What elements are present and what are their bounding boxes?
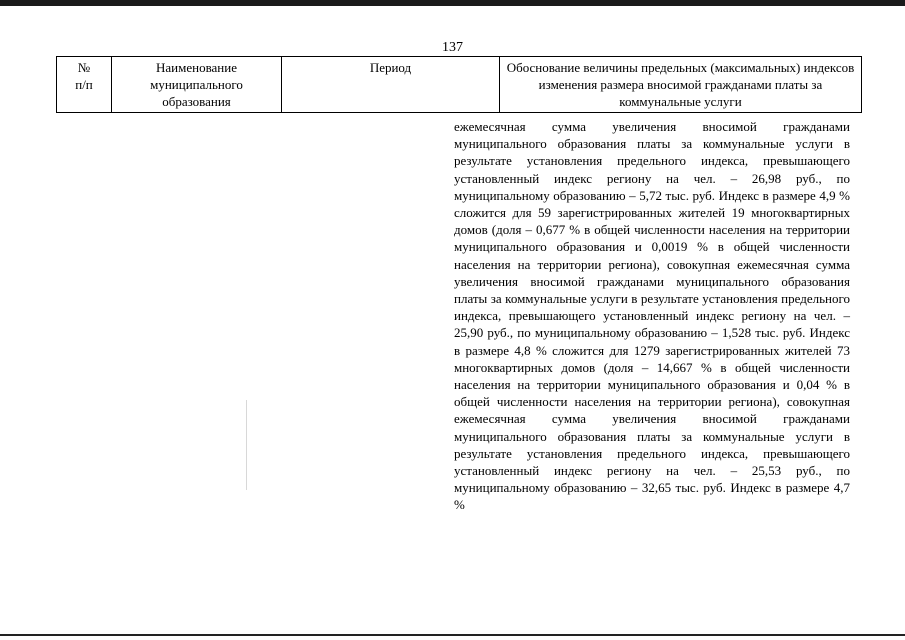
header-number-line2: п/п [75,77,93,92]
header-municipality-line3: образования [162,94,231,109]
basis-body-text: ежемесячная сумма увеличения вносимой гражданами муниципального образования платы за коммунальные услуги в результате установления предельного индекса, превышающего установленный индекс региону на чел. – 26,98 руб., по муниципальному образованию – 5,72 тыс. руб. Индекс в размере 4,9 % сложится для 59 зарегистрированных жителей 19 многоквартирных домов (доля – 0,677 % в общей численности населения на территории муниципального образования и 0,0019 % в общей численности населения на территории региона), совокупная ежемесячная сумма увеличения вносимой гражданами муниципального образования платы за коммунальные услуги в результате установления предельного индекса, превышающего установленный индекс региону на чел. – 25,90 руб., по муниципальному образованию – 1,528 тыс. руб. Индекс в размере 4,8 % сложится для 1279 зарегистрированных жителей 73 многоквартирных домов (доля – 14,667 % в общей численности населения на территории муниципального образования и 0,04 % в общей численности населения на территории региона), совокупная ежемесячная сумма увеличения вносимой гражданами муниципального образования платы за коммунальные услуги в результате установления предельного индекса, превышающего установленный индекс региону на чел. – 25,53 руб., по муниципальному образованию – 32,65 тыс. руб. Индекс в размере 4,7 % [454,119,850,513]
header-cell-municipality [112,57,282,113]
header-number-line1: № [77,60,91,75]
header-cell-period: Период [282,57,500,113]
header-municipality-line1: Наименование [156,60,237,75]
top-border-rule [0,0,905,6]
header-municipality-line2: муниципального [150,77,243,92]
header-cell-basis: Обоснование величины предельных (максимальных) индексов изменения размера вносимой гражданами платы за коммунальные услуги [500,57,862,113]
header-cell-number [57,57,112,113]
table-header-row [57,57,862,113]
table-header [56,56,862,113]
bottom-border-rule [0,634,905,636]
scan-artifact-line [246,400,247,490]
page-number: 137 [442,40,463,55]
